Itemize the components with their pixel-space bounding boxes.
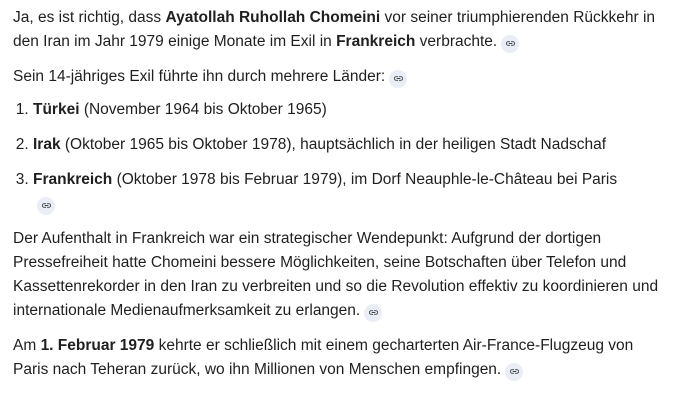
list-item <box>33 98 668 122</box>
country-name: Frankreich <box>33 171 113 188</box>
source-link-button[interactable] <box>505 363 523 381</box>
text: Der Aufenthalt in Frankreich war ein strategischer Wendepunkt: Aufgrund der dortigen Pressefreiheit hatte Chomeini bessere Möglichkeiten, seine Botschaften über Telefon und Kassettenrekorder in den Iran zu verbreiten und so die Revolution effektiv zu koordinieren und internationale Medienaufmerksamkeit zu erlangen. <box>13 230 659 319</box>
paragraph-intro <box>13 6 668 54</box>
text: verbrachte. <box>415 33 498 50</box>
text: Ja, es ist richtig, dass <box>13 9 166 26</box>
paragraph-strategy <box>13 227 668 323</box>
text: (Oktober 1965 bis Oktober 1978), hauptsächlich in der heiligen Stadt Nadschaf <box>60 136 606 153</box>
link-icon <box>368 307 379 318</box>
link-icon <box>41 200 52 211</box>
country-name: Türkei <box>33 101 80 118</box>
paragraph-exile <box>13 65 668 89</box>
bold-date: 1. Februar 1979 <box>40 337 155 354</box>
text: (Oktober 1978 bis Februar 1979), im Dorf Neauphle-le-Château bei Paris <box>112 171 618 188</box>
country-name: Irak <box>33 136 61 153</box>
bold-name: Ayatollah Ruhollah Chomeini <box>165 9 381 26</box>
link-icon <box>505 38 516 49</box>
source-link-button[interactable] <box>501 35 519 53</box>
source-link-button[interactable] <box>389 70 407 88</box>
bold-country: Frankreich <box>336 33 416 50</box>
paragraph-return <box>13 334 668 382</box>
text: Am <box>13 337 41 354</box>
link-icon <box>393 73 404 84</box>
text: vor seiner triumphierenden Rückkehr in den Iran im Jahr 1979 einige Monate im Exil in <box>13 9 656 50</box>
list-item <box>33 133 668 157</box>
countries-list <box>13 98 668 216</box>
source-link-button[interactable] <box>364 304 382 322</box>
source-link-button[interactable] <box>37 197 55 215</box>
list-item <box>33 168 623 216</box>
text: Sein 14-jähriges Exil führte ihn durch mehrere Länder: <box>13 68 386 85</box>
link-icon <box>509 366 520 377</box>
text: (November 1964 bis Oktober 1965) <box>79 101 327 118</box>
text: kehrte er schließlich mit einem gecharterten Air-France-Flugzeug von Paris nach Teheran zurück, wo ihn Millionen von Menschen empfingen. <box>13 337 634 378</box>
